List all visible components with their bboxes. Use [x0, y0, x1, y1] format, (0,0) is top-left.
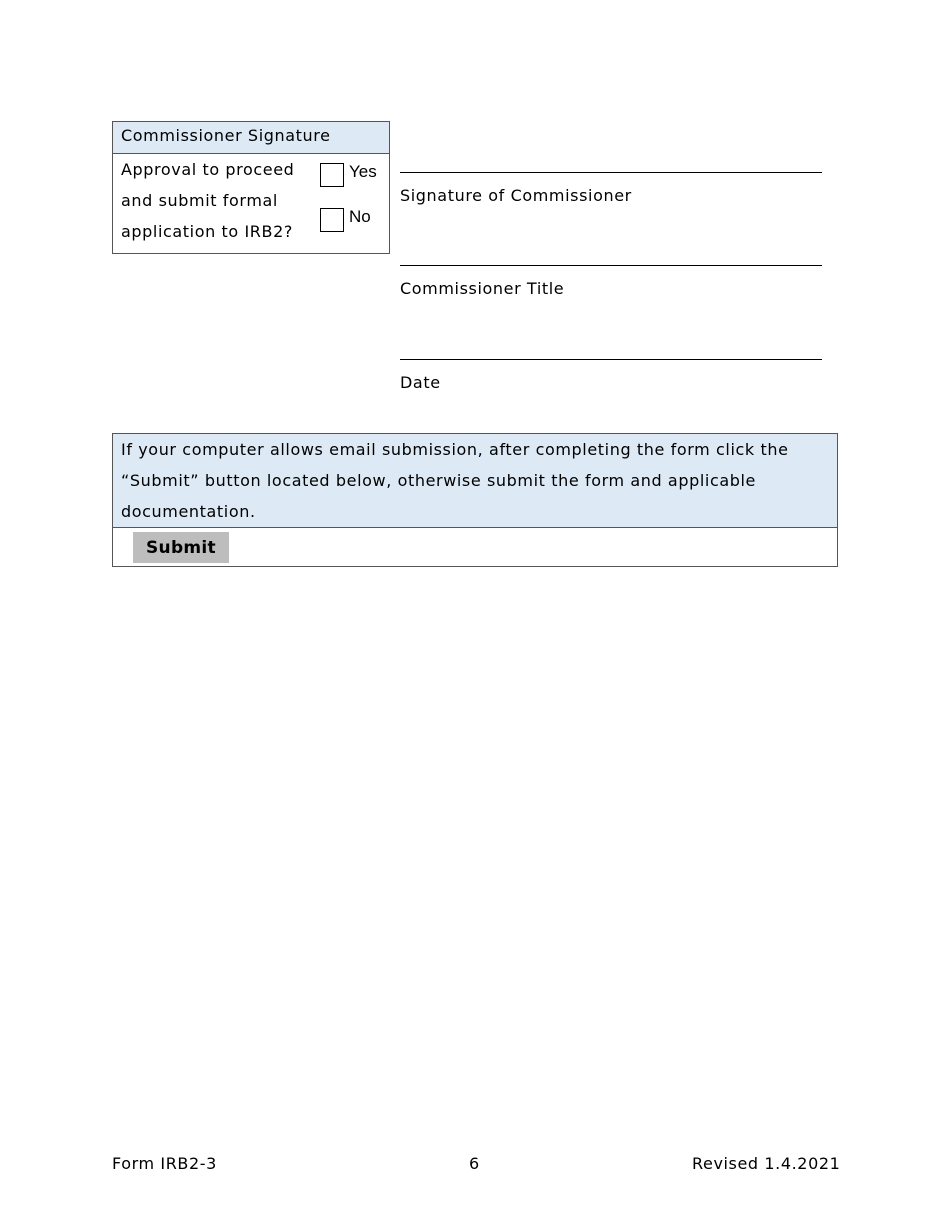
- signature-line[interactable]: [400, 172, 822, 173]
- approval-yes-option: [320, 163, 377, 187]
- date-label: Date: [400, 373, 441, 392]
- approval-question: Approval to proceed and submit formal application to IRB2?: [121, 160, 295, 241]
- submission-box: [112, 433, 838, 567]
- approval-no-option: [320, 208, 371, 232]
- date-line[interactable]: [400, 359, 822, 360]
- approval-no-label: No: [349, 207, 371, 226]
- title-line[interactable]: [400, 265, 822, 266]
- signature-label: Signature of Commissioner: [400, 186, 632, 205]
- title-label: Commissioner Title: [400, 279, 565, 298]
- submit-button[interactable]: Submit: [133, 532, 229, 563]
- approval-yes-checkbox[interactable]: [320, 163, 344, 187]
- approval-yes-label: Yes: [349, 162, 377, 181]
- footer-page-number: 6: [469, 1154, 480, 1173]
- commissioner-signature-box: [112, 121, 390, 254]
- commissioner-signature-header: Commissioner Signature: [113, 122, 389, 154]
- submission-instructions: If your computer allows email submission, after completing the form click the “Submit” button located below, otherwise submit the form and applicable documentation.: [113, 434, 837, 528]
- approval-section: [113, 154, 389, 253]
- footer-revised-date: Revised 1.4.2021: [692, 1154, 841, 1173]
- approval-no-checkbox[interactable]: [320, 208, 344, 232]
- footer-form-id: Form IRB2-3: [112, 1154, 217, 1173]
